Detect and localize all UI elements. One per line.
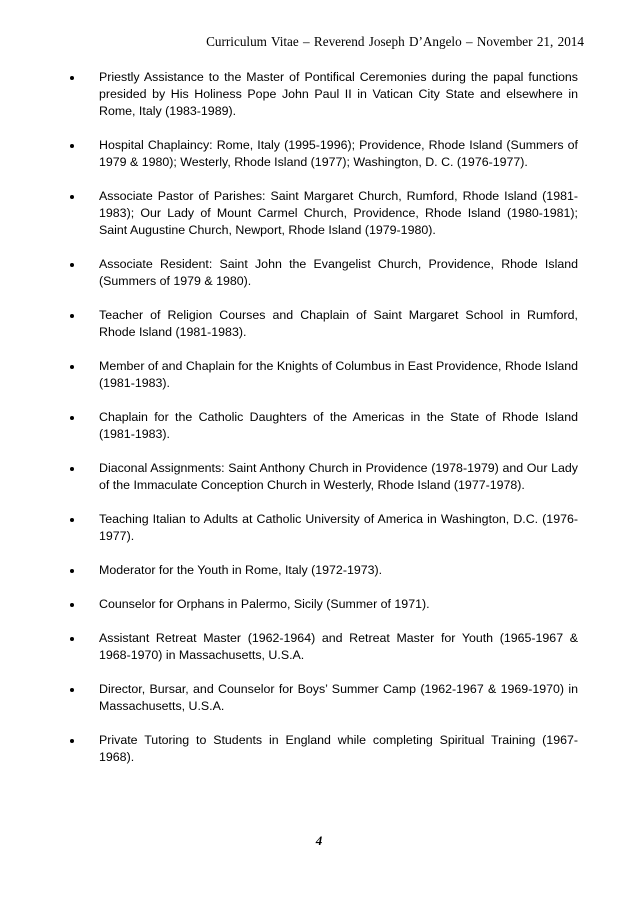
page-header: Curriculum Vitae – Reverend Joseph D’Angelo – November 21, 2014 xyxy=(206,34,584,49)
list-item xyxy=(0,681,638,715)
page-number: 4 xyxy=(315,833,323,848)
bullet-icon xyxy=(70,518,74,522)
list-item-text: Moderator for the Youth in Rome, Italy (1972-1973). xyxy=(99,563,383,577)
list-item-text: Private Tutoring to Students in England while completing Spiritual Training (1967-1968). xyxy=(99,733,578,764)
list-item-text: Priestly Assistance to the Master of Pontifical Ceremonies during the papal functions presided by His Holiness Pope John Paul II in Vatican City State and elsewhere in Rome, Italy (1983-1989). xyxy=(99,70,578,118)
list-item-text: Director, Bursar, and Counselor for Boys’ Summer Camp (1962-1967 & 1969-1970) in Massachusetts, U.S.A. xyxy=(99,682,578,713)
list-item xyxy=(0,307,638,341)
bullet-icon xyxy=(70,144,74,148)
bullet-icon xyxy=(70,314,74,318)
list-item xyxy=(0,596,638,613)
list-item xyxy=(0,137,638,171)
bullet-icon xyxy=(70,365,74,369)
experience-list xyxy=(0,69,638,783)
bullet-icon xyxy=(70,739,74,743)
list-item-text: Teaching Italian to Adults at Catholic University of America in Washington, D.C. (1976-1977). xyxy=(99,512,578,543)
list-item-text: Counselor for Orphans in Palermo, Sicily (Summer of 1971). xyxy=(99,597,430,611)
bullet-icon xyxy=(70,569,74,573)
bullet-icon xyxy=(70,637,74,641)
list-item xyxy=(0,460,638,494)
list-item-text: Associate Pastor of Parishes: Saint Margaret Church, Rumford, Rhode Island (1981-1983); Our Lady of Mount Carmel Church, Providence, Rhode Island (1980-1981); Saint Augustine Church, Newport, Rhode Island (1979-1980). xyxy=(99,189,578,237)
bullet-icon xyxy=(70,688,74,692)
list-item xyxy=(0,562,638,579)
list-item xyxy=(0,732,638,766)
bullet-icon xyxy=(70,467,74,471)
bullet-icon xyxy=(70,263,74,267)
list-item-text: Hospital Chaplaincy: Rome, Italy (1995-1996); Providence, Rhode Island (Summers of 1979 & 1980); Westerly, Rhode Island (1977); Washington, D. C. (1976-1977). xyxy=(99,138,578,169)
list-item-text: Chaplain for the Catholic Daughters of the Americas in the State of Rhode Island (1981-1983). xyxy=(99,410,578,441)
bullet-icon xyxy=(70,76,74,80)
list-item xyxy=(0,511,638,545)
list-item xyxy=(0,358,638,392)
list-item-text: Teacher of Religion Courses and Chaplain of Saint Margaret School in Rumford, Rhode Island (1981-1983). xyxy=(99,308,578,339)
bullet-icon xyxy=(70,195,74,199)
list-item xyxy=(0,630,638,664)
list-item xyxy=(0,256,638,290)
list-item-text: Member of and Chaplain for the Knights of Columbus in East Providence, Rhode Island (1981-1983). xyxy=(99,359,578,390)
list-item xyxy=(0,188,638,239)
list-item-text: Associate Resident: Saint John the Evangelist Church, Providence, Rhode Island (Summers of 1979 & 1980). xyxy=(99,257,578,288)
bullet-icon xyxy=(70,416,74,420)
list-item xyxy=(0,409,638,443)
list-item xyxy=(0,69,638,120)
list-item-text: Assistant Retreat Master (1962-1964) and Retreat Master for Youth (1965-1967 & 1968-1970) in Massachusetts, U.S.A. xyxy=(99,631,578,662)
list-item-text: Diaconal Assignments: Saint Anthony Church in Providence (1978-1979) and Our Lady of the Immaculate Conception Church in Westerly, Rhode Island (1977-1978). xyxy=(99,461,578,492)
bullet-icon xyxy=(70,603,74,607)
